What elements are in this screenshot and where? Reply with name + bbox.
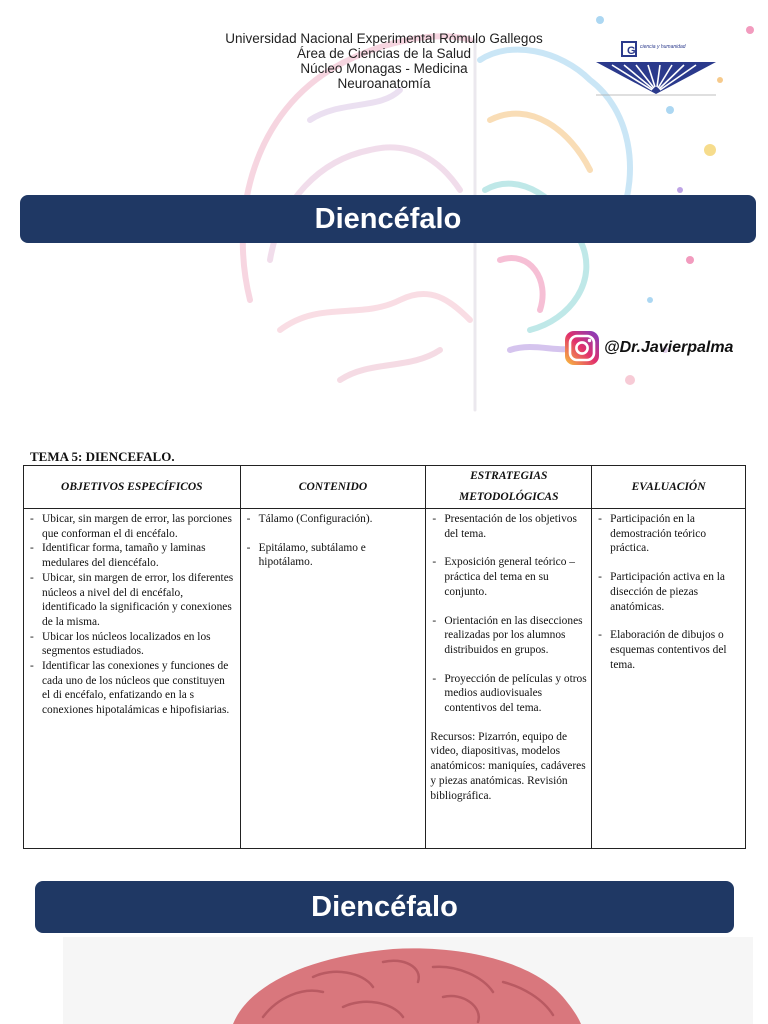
list-item: - Tálamo (Configuración). bbox=[245, 512, 422, 527]
list-item: - Ubicar los núcleos localizados en los segmentos estudiados. bbox=[28, 630, 236, 659]
header-evaluacion: EVALUACIÓN bbox=[592, 466, 746, 509]
tema-title: TEMA 5: DIENCEFALO. bbox=[30, 449, 175, 464]
contenido-cell bbox=[240, 509, 426, 849]
list-item: - Exposición general teórico – práctica del tema en su conjunto. bbox=[430, 555, 587, 599]
header-objetivos: OBJETIVOS ESPECÍFICOS bbox=[24, 466, 241, 509]
evaluacion-cell bbox=[592, 509, 746, 849]
university-logo bbox=[594, 38, 718, 96]
list-item: - Identificar las conexiones y funciones de cada uno de los núcleos que constituyen el di encéfalo, enfatizando en la s conexiones hipotalámicas e hipofisiarias. bbox=[28, 659, 236, 718]
logo-motto: ciencia y humanidad bbox=[640, 44, 686, 50]
list-item: - Ubicar, sin margen de error, las porciones que conforman el di encéfalo. bbox=[28, 512, 236, 541]
list-item: - Identificar forma, tamaño y laminas medulares del diencéfalo. bbox=[28, 541, 236, 570]
recursos-text: Recursos: Pizarrón, equipo de video, diapositivas, modelos anatómicos: maniquíes, cadáveres y piezas anatómicas. Revisión bibliográfica. bbox=[430, 730, 586, 802]
list-item: - Presentación de los objetivos del tema. bbox=[430, 512, 587, 541]
list-item: - Epitálamo, subtálamo e hipotálamo. bbox=[245, 541, 422, 570]
svg-text:G: G bbox=[627, 45, 636, 57]
title-bar-diencefalo: Diencéfalo bbox=[20, 195, 756, 243]
header-line-subject: Neuroanatomía bbox=[337, 76, 431, 91]
list-item: - Ubicar, sin margen de error, los diferentes núcleos a nivel del di encéfalo, identificado la significación y conexiones de la misma. bbox=[28, 571, 236, 630]
header-line-university: Universidad Nacional Experimental Rómulo Gallegos bbox=[225, 31, 543, 46]
header-contenido: CONTENIDO bbox=[240, 466, 426, 509]
header-estrategias: ESTRATEGIAS METODOLÓGICAS bbox=[426, 466, 592, 509]
instagram-handle: @Dr.Javierpalma bbox=[604, 339, 734, 356]
objetivos-cell bbox=[24, 509, 241, 849]
list-item: - Participación activa en la disección de piezas anatómicas. bbox=[596, 570, 741, 614]
estrategias-cell bbox=[426, 509, 592, 849]
table-header-row bbox=[24, 466, 746, 509]
table-row bbox=[24, 509, 746, 849]
title-bar-diencefalo-2: Diencéfalo bbox=[35, 881, 734, 933]
list-item: - Proyección de películas y otros medios audiovisuales contentivos del tema. bbox=[430, 672, 587, 716]
list-item: - Orientación en las disecciones realizadas por los alumnos distribuidos en grupos. bbox=[430, 614, 587, 658]
brain-illustration bbox=[63, 937, 753, 1024]
instagram-tag bbox=[563, 329, 733, 367]
header-line-area: Área de Ciencias de la Salud bbox=[296, 46, 472, 61]
header-line-nucleo: Núcleo Monagas - Medicina bbox=[300, 61, 468, 76]
lesson-plan-table bbox=[23, 465, 746, 849]
instagram-icon bbox=[563, 329, 601, 367]
institution-header bbox=[190, 31, 578, 91]
list-item: - Elaboración de dibujos o esquemas contentivos del tema. bbox=[596, 628, 741, 672]
list-item: - Participación en la demostración teórico práctica. bbox=[596, 512, 741, 556]
